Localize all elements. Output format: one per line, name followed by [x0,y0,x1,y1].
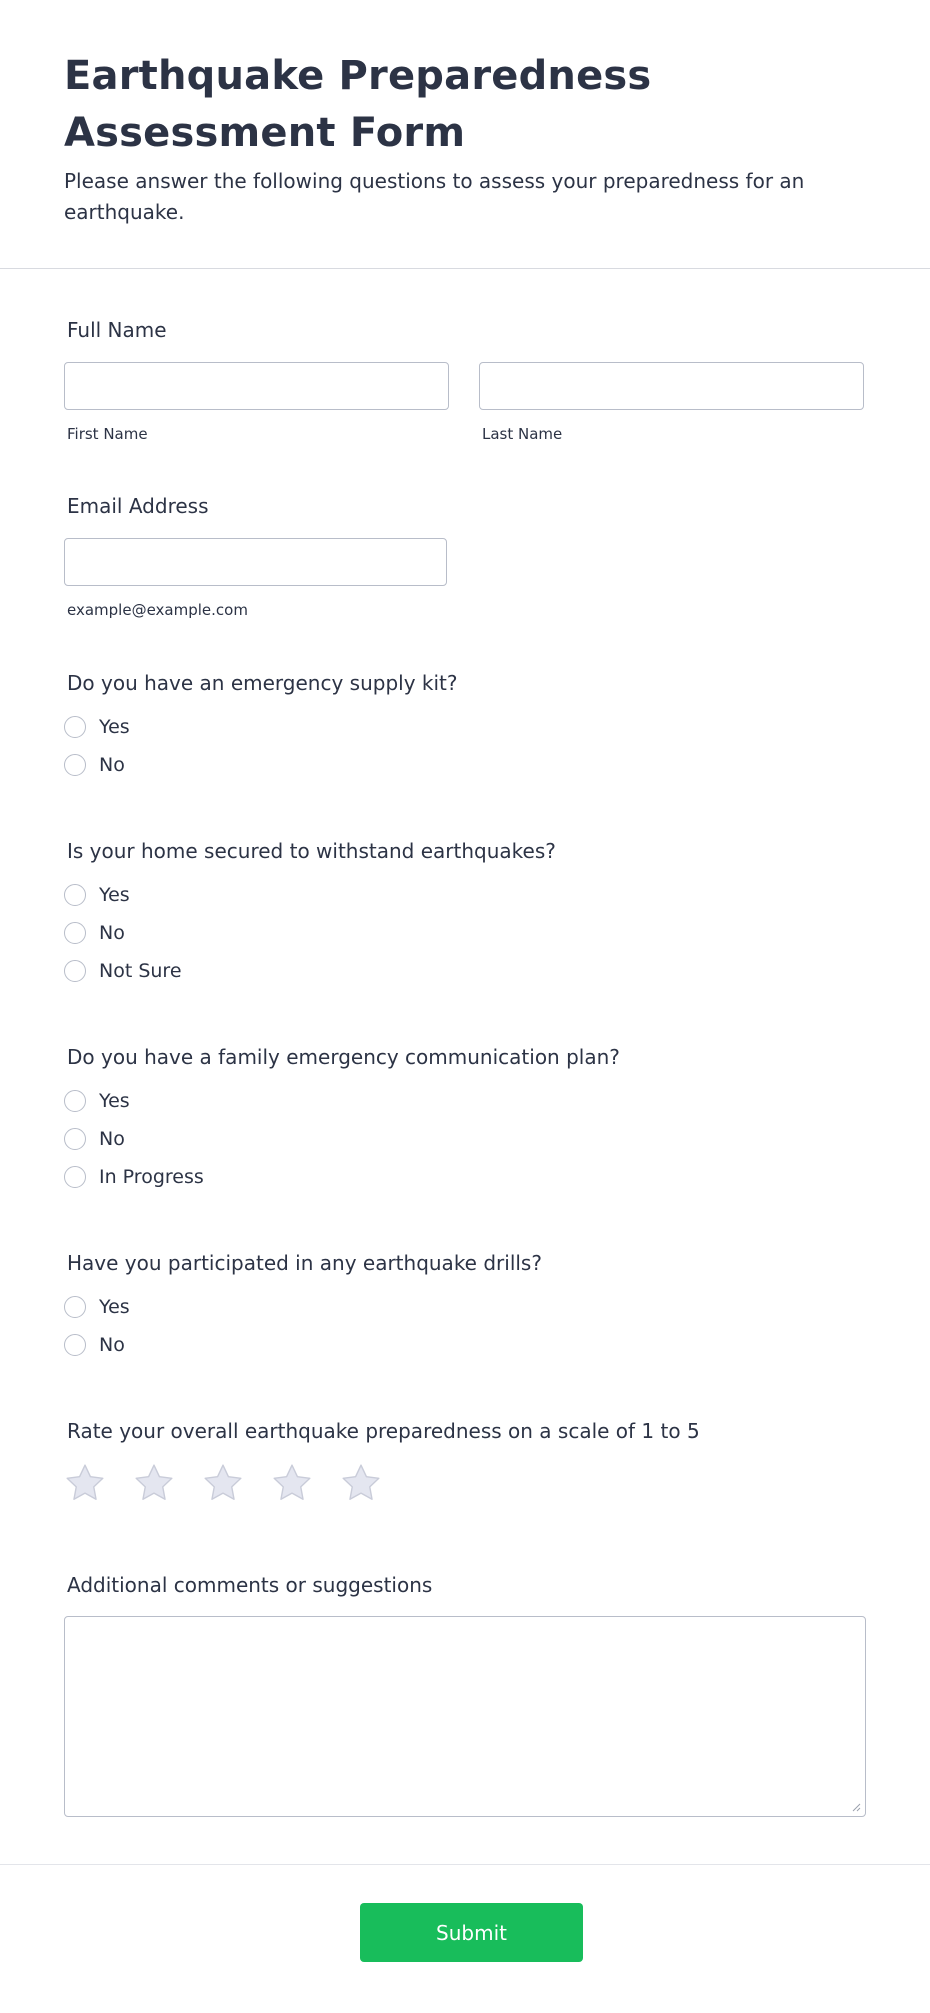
radio-group [64,876,866,990]
radio-button[interactable] [64,884,86,906]
radio-option-no[interactable] [64,1120,866,1158]
email-field [64,493,866,619]
email-sublabel: example@example.com [67,601,248,619]
radio-group [64,1082,866,1196]
star-icon[interactable] [271,1462,313,1504]
full-name-field [64,317,866,443]
radio-option-yes[interactable] [64,708,866,746]
radio-label: Yes [99,1090,130,1112]
form-title: Earthquake Preparedness Assessment Form [64,53,652,156]
comments-textarea[interactable] [64,1616,866,1817]
star-icon[interactable] [64,1462,106,1504]
last-name-input[interactable] [479,362,864,410]
radio-button[interactable] [64,1296,86,1318]
radio-option-yes[interactable] [64,876,866,914]
first-name-input[interactable] [64,362,449,410]
submit-button[interactable]: Submit [360,1903,583,1962]
radio-button[interactable] [64,1166,86,1188]
radio-button[interactable] [64,922,86,944]
radio-label: No [99,1128,125,1150]
radio-option-not-sure[interactable] [64,952,866,990]
last-name-sublabel: Last Name [482,425,563,443]
form-body [0,269,930,1817]
question-label: Is your home secured to withstand earthquakes? [67,839,556,863]
form-header [0,0,930,269]
radio-button[interactable] [64,754,86,776]
radio-option-yes[interactable] [64,1082,866,1120]
radio-option-no[interactable] [64,1326,866,1364]
radio-label: Yes [99,716,130,738]
radio-option-no[interactable] [64,746,866,784]
radio-button[interactable] [64,1090,86,1112]
question-label: Do you have a family emergency communication plan? [67,1045,620,1069]
radio-label: Not Sure [99,960,182,982]
email-input[interactable] [64,538,447,586]
star-icon[interactable] [133,1462,175,1504]
radio-button[interactable] [64,1334,86,1356]
rating-label: Rate your overall earthquake preparedness on a scale of 1 to 5 [67,1419,700,1443]
radio-label: In Progress [99,1166,204,1188]
question-home-secured [64,838,866,990]
star-icon[interactable] [340,1462,382,1504]
question-communication-plan [64,1044,866,1196]
radio-option-yes[interactable] [64,1288,866,1326]
radio-label: Yes [99,1296,130,1318]
radio-button[interactable] [64,960,86,982]
radio-label: No [99,1334,125,1356]
full-name-label: Full Name [67,318,167,342]
comments-label: Additional comments or suggestions [67,1573,433,1597]
rating-field [64,1418,866,1504]
radio-option-in-progress[interactable] [64,1158,866,1196]
radio-button[interactable] [64,1128,86,1150]
radio-button[interactable] [64,716,86,738]
email-label: Email Address [67,494,209,518]
form-subtitle: Please answer the following questions to assess your preparedness for an earthquake. [64,169,805,224]
radio-group [64,1288,866,1364]
question-label: Do you have an emergency supply kit? [67,671,458,695]
form-footer [0,1864,930,2013]
resize-grip-icon[interactable] [851,1802,861,1812]
comments-field [64,1572,866,1817]
question-supply-kit [64,670,866,784]
question-drills [64,1250,866,1364]
question-label: Have you participated in any earthquake drills? [67,1251,542,1275]
radio-label: No [99,754,125,776]
radio-option-no[interactable] [64,914,866,952]
star-icon[interactable] [202,1462,244,1504]
radio-label: No [99,922,125,944]
radio-group [64,708,866,784]
radio-label: Yes [99,884,130,906]
first-name-sublabel: First Name [67,425,148,443]
star-rating [64,1462,866,1504]
